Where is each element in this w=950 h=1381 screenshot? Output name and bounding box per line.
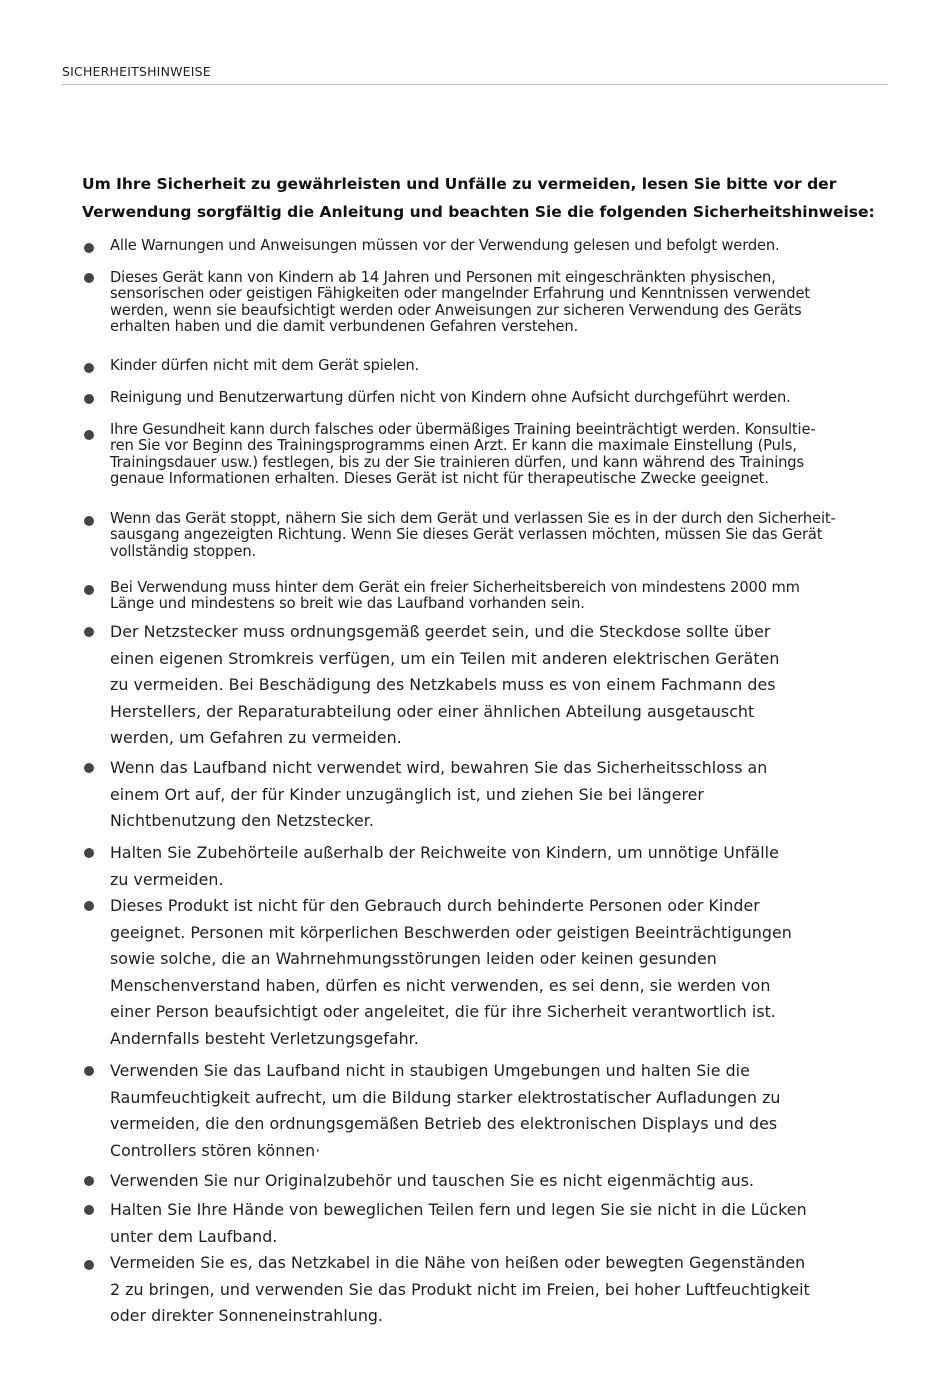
- bullet-icon: [84, 273, 94, 283]
- safety-item-line: Kinder dürfen nicht mit dem Gerät spielen.: [110, 357, 420, 374]
- safety-item: [84, 619, 914, 752]
- safety-item-line: zu vermeiden.: [110, 869, 224, 889]
- safety-item: [84, 1250, 914, 1330]
- safety-item-text: [110, 840, 914, 893]
- intro-line: Um Ihre Sicherheit zu gewährleisten und Unfälle zu vermeiden, lesen Sie bitte vor der: [82, 175, 837, 193]
- safety-item-line: zu vermeiden. Bei Beschädigung des Netzkabels muss es von einem Fachmann des: [110, 675, 776, 695]
- safety-item-line: Reinigung und Benutzerwartung dürfen nicht von Kindern ohne Aufsicht durchgeführt werden.: [110, 389, 791, 406]
- safety-item-text: [110, 270, 914, 336]
- safety-item-line: 2 zu bringen, und verwenden Sie das Produkt nicht im Freien, bei hoher Luftfeuchtigkeit: [110, 1279, 810, 1299]
- safety-item-text: [110, 422, 914, 488]
- bullet-icon: [84, 430, 94, 440]
- bullet-icon: [84, 901, 94, 911]
- safety-item-text: [110, 893, 914, 1053]
- safety-item: [84, 840, 914, 893]
- safety-item-line: einem Ort auf, der für Kinder unzugänglich ist, und ziehen Sie bei längerer: [110, 784, 704, 804]
- safety-item-text: [110, 1058, 914, 1164]
- safety-item-text: [110, 755, 914, 835]
- safety-item-line: sausgang angezeigten Richtung. Wenn Sie dieses Gerät verlassen möchten, müssen Sie das Gerät: [110, 526, 823, 544]
- safety-item-line: Alle Warnungen und Anweisungen müssen vor der Verwendung gelesen und befolgt werden.: [110, 237, 780, 254]
- safety-item-line: unter dem Laufband.: [110, 1226, 278, 1246]
- safety-item-line: Halten Sie Zubehörteile außerhalb der Reichweite von Kindern, um unnötige Unfälle: [110, 843, 779, 862]
- safety-item-line: Wenn das Laufband nicht verwendet wird, bewahren Sie das Sicherheitsschloss an: [110, 758, 768, 777]
- safety-item-line: oder direkter Sonneneinstrahlung.: [110, 1306, 384, 1326]
- safety-item-line: Verwenden Sie das Laufband nicht in staubigen Umgebungen und halten Sie die: [110, 1061, 750, 1080]
- safety-item-line: Dieses Gerät kann von Kindern ab 14 Jahren und Personen mit eingeschränkten physischen,: [110, 269, 776, 286]
- section-title: SICHERHEITSHINWEISE: [62, 64, 211, 79]
- safety-item-line: Der Netzstecker muss ordnungsgemäß geerdet sein, und die Steckdose sollte über: [110, 622, 771, 641]
- safety-item-line: Nichtbenutzung den Netzstecker.: [110, 811, 374, 831]
- safety-item-line: Andernfalls besteht Verletzungsgefahr.: [110, 1028, 419, 1048]
- safety-item-text: [110, 1168, 914, 1195]
- bullet-icon: [84, 363, 94, 373]
- safety-item-line: werden, wenn sie beaufsichtigt werden oder Anweisungen zur sicheren Verwendung des Geräts: [110, 301, 802, 319]
- safety-item: [84, 1168, 914, 1195]
- safety-item-text: [110, 390, 914, 406]
- safety-item-line: geeignet. Personen mit körperlichen Beschwerden oder geistigen Beeinträchtigungen: [110, 922, 792, 942]
- safety-item: [84, 270, 914, 336]
- bullet-icon: [84, 848, 94, 858]
- safety-item: [84, 358, 914, 374]
- safety-item-line: vollständig stoppen.: [110, 542, 257, 560]
- safety-item-line: werden, um Gefahren zu vermeiden.: [110, 728, 402, 748]
- bullet-icon: [84, 394, 94, 404]
- safety-item: [84, 422, 914, 488]
- safety-item-line: einer Person beaufsichtigt oder angeleitet, die für ihre Sicherheit verantwortlich ist.: [110, 1002, 776, 1022]
- safety-item: [84, 580, 914, 613]
- safety-item-line: sowie solche, die an Wahrnehmungsstörungen leiden oder keinen gesunden: [110, 949, 717, 969]
- safety-item-text: [110, 511, 914, 560]
- safety-item-text: [110, 238, 914, 254]
- safety-item: [84, 511, 914, 560]
- safety-item-line: erhalten haben und die damit verbundenen Gefahren verstehen.: [110, 318, 579, 336]
- intro-heading: [82, 170, 922, 226]
- safety-item-line: Halten Sie Ihre Hände von beweglichen Teilen fern und legen Sie sie nicht in die Lücken: [110, 1200, 807, 1219]
- intro-line: Verwendung sorgfältig die Anleitung und beachten Sie die folgenden Sicherheitshinweise:: [82, 203, 875, 221]
- safety-item: [84, 390, 914, 406]
- header-divider: [62, 84, 888, 85]
- safety-item-line: Bei Verwendung muss hinter dem Gerät ein freier Sicherheitsbereich von mindestens 2000 mm: [110, 579, 800, 596]
- safety-item: [84, 893, 914, 1053]
- safety-item-line: ren Sie vor Beginn des Trainingsprogramms einen Arzt. Er kann die maximale Einstellung (Puls,: [110, 437, 797, 455]
- safety-item-line: Verwenden Sie nur Originalzubehör und tauschen Sie es nicht eigenmächtig aus.: [110, 1171, 755, 1190]
- safety-item-text: [110, 580, 914, 613]
- safety-item-line: Controllers stören können·: [110, 1140, 321, 1160]
- bullet-icon: [84, 1260, 94, 1270]
- safety-item-line: Wenn das Gerät stoppt, nähern Sie sich dem Gerät und verlassen Sie es in der durch den Sicherheit-: [110, 510, 836, 527]
- safety-item-line: Vermeiden Sie es, das Netzkabel in die Nähe von heißen oder bewegten Gegenständen: [110, 1253, 806, 1272]
- safety-item-line: Raumfeuchtigkeit aufrecht, um die Bildung starker elektrostatischer Aufladungen zu: [110, 1087, 781, 1107]
- bullet-icon: [84, 243, 94, 253]
- safety-item-text: [110, 1250, 914, 1330]
- safety-item: [84, 1197, 914, 1250]
- safety-item-line: Länge und mindestens so breit wie das Laufband vorhanden sein.: [110, 595, 585, 613]
- safety-item-text: [110, 619, 914, 752]
- safety-item-line: genaue Informationen erhalten. Dieses Gerät ist nicht für therapeutische Zwecke geeignet.: [110, 470, 769, 488]
- bullet-icon: [84, 1205, 94, 1215]
- safety-item-line: Trainingsdauer usw.) festlegen, bis zu der Sie trainieren dürfen, und kann während des Trainings: [110, 453, 804, 471]
- safety-item-line: Herstellers, der Reparaturabteilung oder einer ähnlichen Abteilung ausgetauscht: [110, 701, 755, 721]
- safety-item-text: [110, 1197, 914, 1250]
- safety-item: [84, 1058, 914, 1164]
- bullet-icon: [84, 1176, 94, 1186]
- safety-item-line: einen eigenen Stromkreis verfügen, um ein Teilen mit anderen elektrischen Geräten: [110, 648, 780, 668]
- safety-item-line: Dieses Produkt ist nicht für den Gebrauch durch behinderte Personen oder Kinder: [110, 896, 760, 915]
- safety-item: [84, 755, 914, 835]
- safety-item-line: Ihre Gesundheit kann durch falsches oder übermäßiges Training beeinträchtigt werden. Konsultie-: [110, 421, 816, 438]
- safety-item-line: Menschenverstand haben, dürfen es nicht verwenden, es sei denn, sie werden von: [110, 975, 771, 995]
- safety-item-line: vermeiden, die den ordnungsgemäßen Betrieb des elektronischen Displays und des: [110, 1114, 778, 1134]
- safety-item-text: [110, 358, 914, 374]
- safety-item-line: sensorischen oder geistigen Fähigkeiten oder mangelnder Erfahrung und Kenntnissen verwendet: [110, 285, 810, 303]
- bullet-icon: [84, 763, 94, 773]
- bullet-icon: [84, 1066, 94, 1076]
- safety-item: [84, 238, 914, 254]
- bullet-icon: [84, 627, 94, 637]
- bullet-icon: [84, 516, 94, 526]
- bullet-icon: [84, 585, 94, 595]
